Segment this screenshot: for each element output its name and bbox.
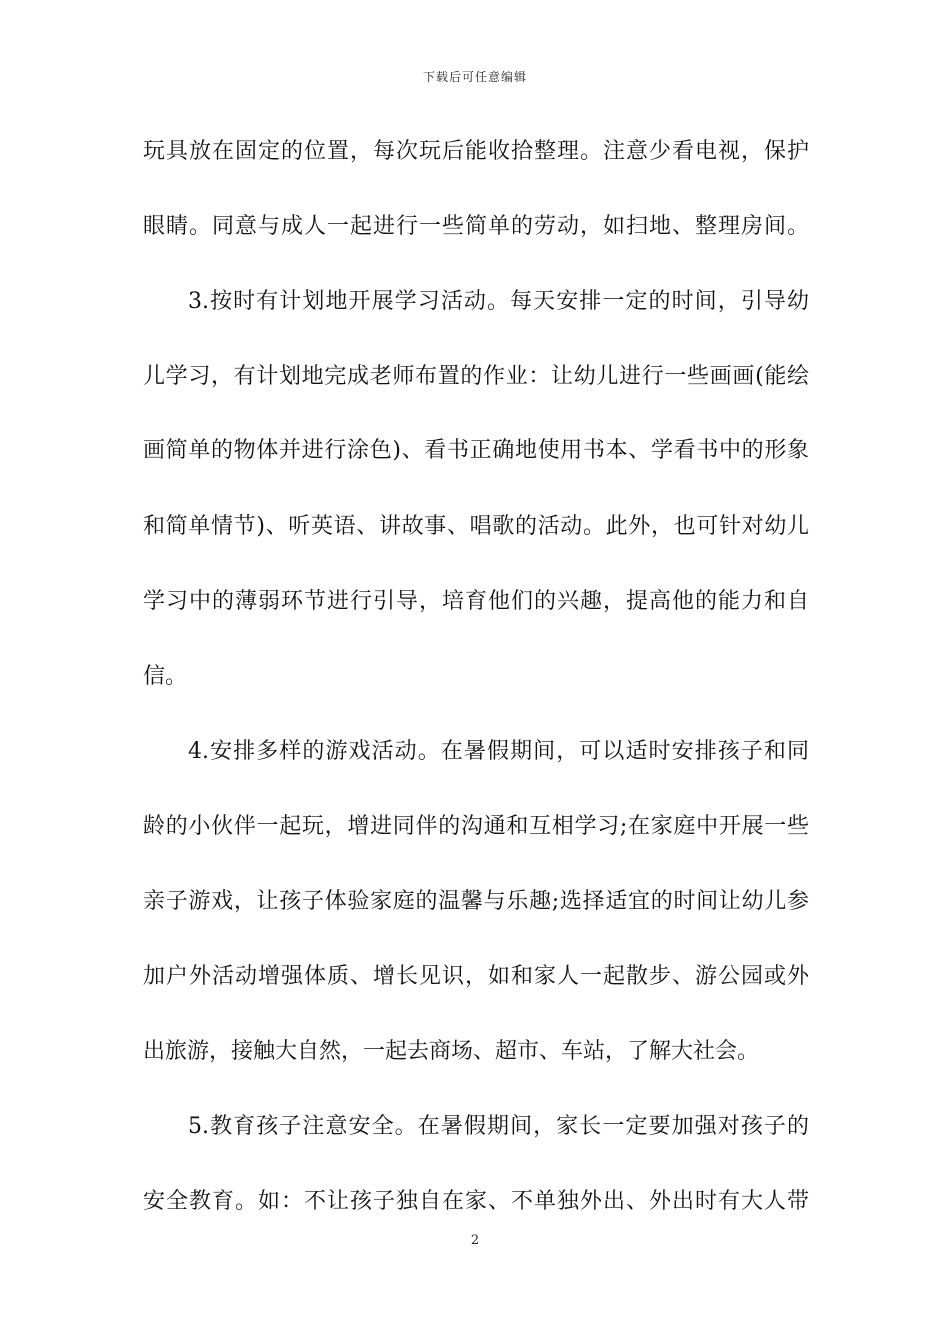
text-line: 加户外活动增强体质、增长见识，如和家人一起散步、游公园或外 <box>143 964 809 989</box>
page-header: 下载后可任意编辑 <box>422 70 527 84</box>
text-line: 出旅游，接触大自然，一起去商场、超市、车站，了解大社会。 <box>143 1039 760 1064</box>
text-line: 玩具放在固定的位置，每次玩后能收拾整理。注意少看电视，保护 <box>143 139 809 164</box>
text-line: 安全教育。如：不让孩子独自在家、不单独外出、外出时有大人带 <box>143 1189 809 1214</box>
text-line: 3.按时有计划地开展学习活动。每天安排一定的时间，引导幼 <box>188 289 809 314</box>
text-line: 5.教育孩子注意安全。在暑假期间，家长一定要加强对孩子的 <box>188 1114 809 1139</box>
text-line: 4.安排多样的游戏活动。在暑假期间，可以适时安排孩子和同 <box>188 739 809 764</box>
text-line: 儿学习，有计划地完成老师布置的作业：让幼儿进行一些画画(能绘 <box>143 364 809 389</box>
text-line: 眼睛。同意与成人一起进行一些简单的劳动，如扫地、整理房间。 <box>143 214 809 239</box>
text-line: 信。 <box>143 664 188 689</box>
text-line: 学习中的薄弱环节进行引导，培育他们的兴趣，提高他的能力和自 <box>143 589 809 614</box>
text-line: 亲子游戏，让孩子体验家庭的温馨与乐趣;选择适宜的时间让幼儿参 <box>143 889 809 914</box>
page-number: 2 <box>470 1233 480 1248</box>
text-line: 画简单的物体并进行涂色)、看书正确地使用书本、学看书中的形象 <box>143 438 809 463</box>
text-line: 龄的小伙伴一起玩，增进同伴的沟通和互相学习;在家庭中开展一些 <box>143 814 809 839</box>
text-line: 和简单情节)、听英语、讲故事、唱歌的活动。此外，也可针对幼儿 <box>143 514 809 539</box>
